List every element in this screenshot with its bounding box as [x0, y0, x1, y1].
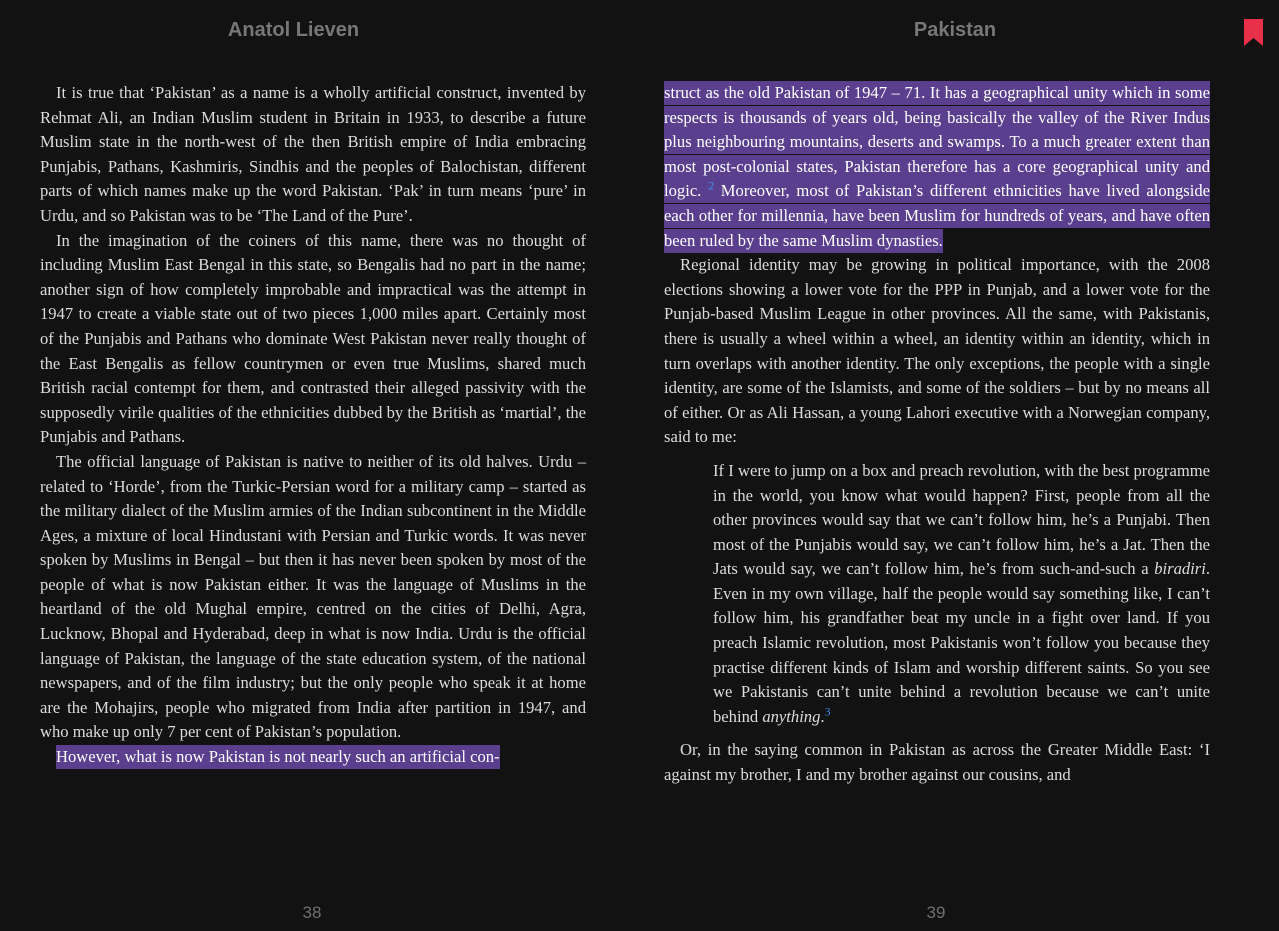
quote-text: . — [820, 706, 825, 726]
bookmark-icon[interactable] — [1244, 19, 1263, 46]
highlight-text-part: struct as the old Pakistan of 1947 – 71. It has a geographical unity which in some respects is thousands of years old, being basically the valley of the River Indus plus neighbouring mountains, deserts and swamps. To a much greater extent than most post-colonial states, Pakistan therefore has a core geographical unity and logic. — [664, 83, 1210, 201]
page-number-left: 38 — [302, 903, 322, 922]
highlight-text-part: Moreover, most of Pakistan’s different ethnicities have lived alongside each other for millennia, have been Muslim for hundreds of years, and have often been ruled by the same Muslim dynasties. — [664, 181, 1210, 250]
text-highlight[interactable]: However, what is now Pakistan is not nearly such an artificial con- — [56, 745, 500, 769]
quote-text: If I were to jump on a box and preach revolution, with the best programme in the world, you know what would happen? First, people from all the other provinces would say that we can’t follow him, he’s a Punjabi. Then most of the Punjabis would say, we can’t follow him, he’s a Jat. Then the Jats would say, we can’t follow him, he’s from such-and-such a — [713, 460, 1210, 579]
quote-italic: anything — [762, 706, 821, 726]
running-head-author: Anatol Lieven — [227, 19, 360, 41]
paragraph: In the imagination of the coiners of this name, there was no thought of including Muslim East Bengal in this state, so Bengalis had no part in the name; another sign of how completely improbable and impractical was the attempt in 1947 to create a viable state out of two pieces 1,000 miles apart. Certainly most of the Punjabis and Pathans who dominate West Pakistan never really thought of the East Bengalis as fellow countrymen or even true Muslims, shared much British racial contempt for them, and contrasted their alleged passivity with the supposedly virile qualities of the ethnicities dubbed by the British as ‘martial’, the Punjabis and Pathans. — [40, 230, 586, 447]
paragraph: Regional identity may be growing in political importance, with the 2008 elections showing a lower vote for the PPP in Punjab, and a lower vote for the Punjab-based Muslim League in other provinces. All the same, with Pakistanis, there is usually a wheel within a wheel, an identity within an identity, which in turn overlaps with another identity. The only exceptions, the people with a single identity, are some of the Islamists, and some of the soldiers – but by no means all of either. Or as Ali Hassan, a young Lahori executive with a Norwegian company, said to me: — [664, 255, 1210, 447]
paragraph: The official language of Pakistan is native to neither of its old halves. Urdu – related to ‘Horde’, from the Turkic-Persian word for a military camp – started as the military dialect of the Muslim armies of the Indian subcontinent in the Middle Ages, a mixture of local Hindustani with Persian and Turkic words. It was never spoken by Muslims in Bengal – but then it has never been spoken by most of the people of what is now Pakistan either. It was the language of Muslims in the heartland of the old Mughal empire, centred on the cities of Delhi, Agra, Lucknow, Bhopal and Hyderabad, deep in what is now India. Urdu is the official language of Pakistan, the language of the state education system, of the national newspapers, and of the film industry; but the only people who speak it at home are the Mohajirs, people who migrated from India after partition in 1947, and who make up only 7 per cent of Pakistan’s population. — [40, 451, 586, 742]
quote-italic: biradiri — [1154, 559, 1206, 579]
page-right[interactable] — [664, 81, 1210, 788]
page-left[interactable] — [40, 81, 586, 770]
running-head-title: Pakistan — [913, 19, 997, 41]
footnote-marker[interactable]: 2 — [708, 178, 715, 193]
text-highlight[interactable] — [664, 81, 1210, 253]
paragraph-highlighted — [664, 81, 1210, 253]
block-quote — [713, 459, 1210, 730]
quote-text: . Even in my own village, half the people would say something like, I can’t follow him, his grandfather beat my uncle in a fight over land. If you preach Islamic revolution, most Pakistanis won’t follow you because they practise different kinds of Islam and worship different saints. So you see we Pakistanis can’t unite behind a revolution because we can’t unite behind — [713, 559, 1210, 726]
paragraph: It is true that ‘Pakistan’ as a name is a wholly artificial construct, invented by Rehmat Ali, an Indian Muslim student in Britain in 1933, to describe a future Muslim state in the north-west of the then British empire of India embracing Punjabis, Pathans, Kashmiris, Sindhis and the peoples of Balochistan, different parts of which names make up the word Pakistan. ‘Pak’ in turn means ‘pure’ in Urdu, and so Pakistan was to be ‘The Land of the Pure’. — [40, 83, 586, 225]
page-number-right: 39 — [926, 903, 946, 922]
paragraph: Or, in the saying common in Pakistan as across the Greater Middle East: ‘I against my brother, I and my brother against our cousins, and — [664, 740, 1210, 785]
footnote-marker[interactable]: 3 — [824, 704, 831, 719]
paragraph-highlighted — [40, 745, 586, 770]
